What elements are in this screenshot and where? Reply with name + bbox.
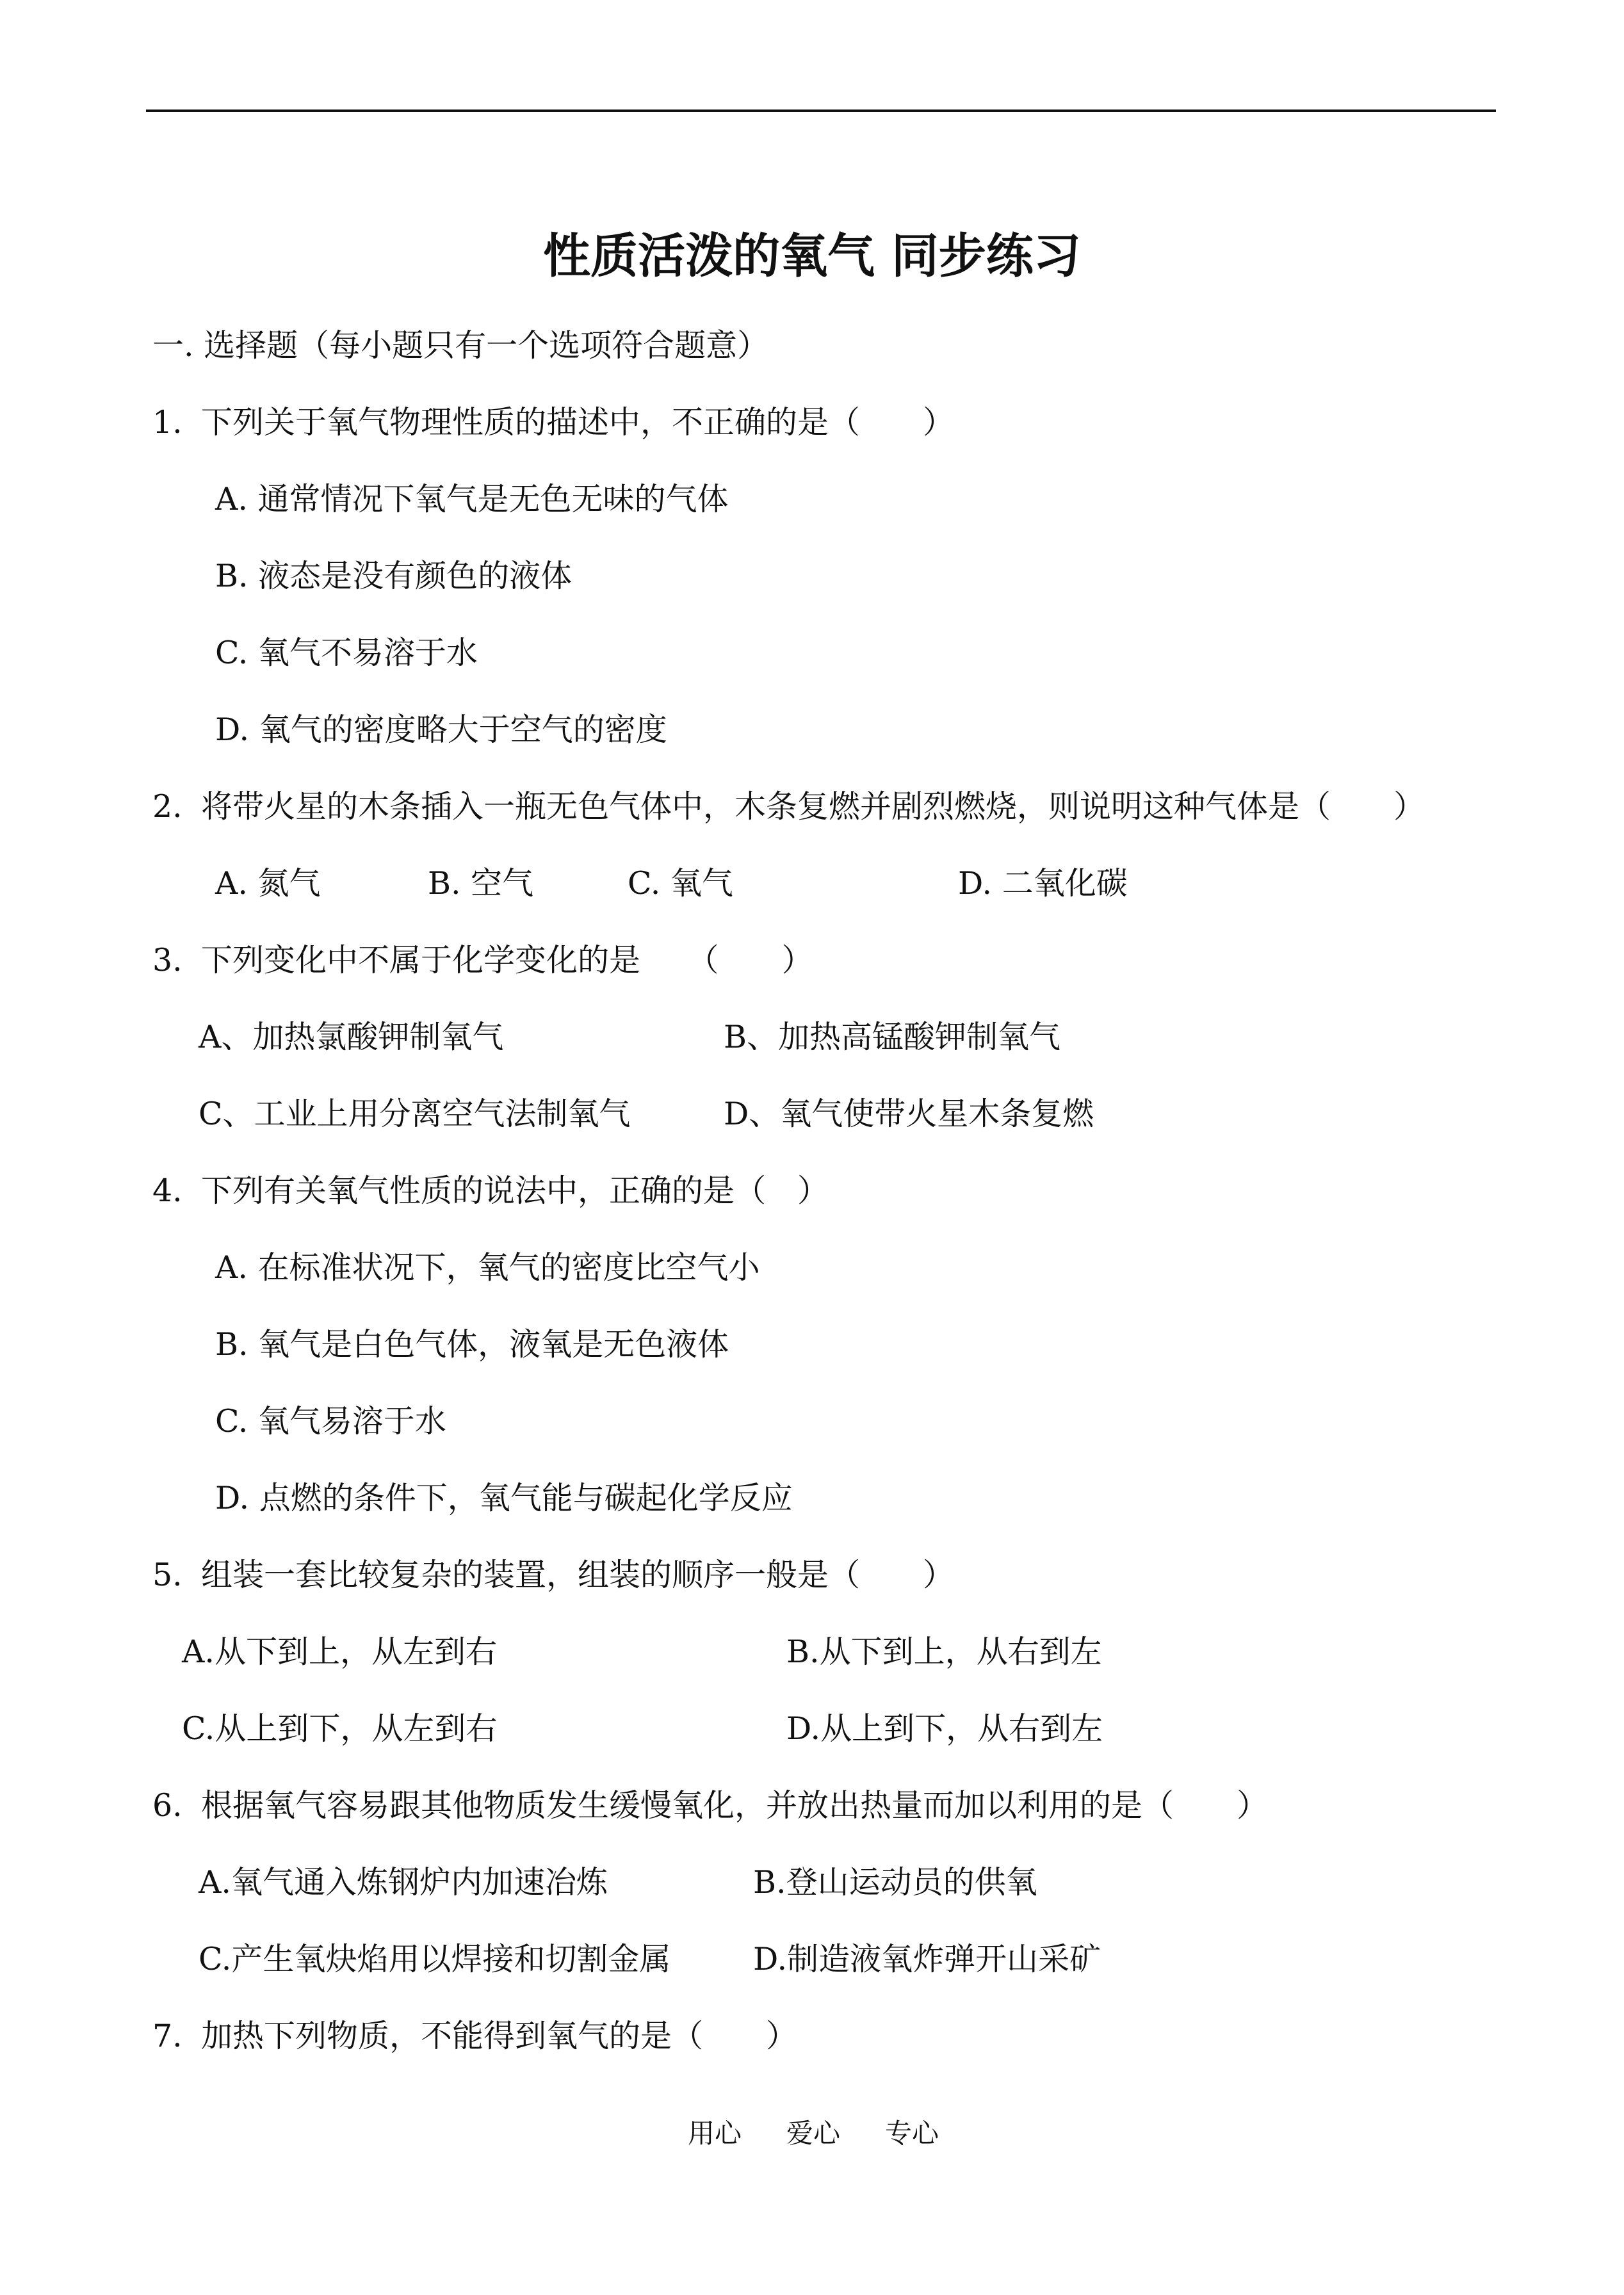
header-rule bbox=[146, 109, 1496, 112]
question-stem: 根据氧气容易跟其他物质发生缓慢氧化，并放出热量而加以利用的是（ ） bbox=[201, 1787, 1269, 1824]
question-number: 5. bbox=[152, 1557, 183, 1593]
footer-item-3: 专心 bbox=[885, 2118, 939, 2149]
question-3-option-d: D、氧气使带火星木条复燃 bbox=[724, 1096, 1094, 1132]
question-4-option-c: C. 氧气易溶于水 bbox=[215, 1403, 446, 1439]
question-4-option-d: D. 点燃的条件下，氧气能与碳起化学反应 bbox=[215, 1480, 793, 1516]
question-number: 4. bbox=[152, 1172, 183, 1209]
question-1-option-d: D. 氧气的密度略大于空气的密度 bbox=[215, 711, 667, 748]
page-title: 性质活泼的氧气 同步练习 bbox=[543, 229, 1081, 284]
question-2-option-a: A. 氮气 bbox=[215, 865, 321, 902]
question-5-option-c: C.从上到下，从左到右 bbox=[182, 1710, 498, 1747]
question-number: 6. bbox=[152, 1787, 183, 1824]
question-6-option-b: B.登山运动员的供氧 bbox=[753, 1864, 1037, 1901]
question-4-option-a: A. 在标准状况下，氧气的密度比空气小 bbox=[215, 1249, 760, 1286]
question-7 bbox=[152, 2004, 1049, 2068]
question-5-option-b: B.从下到上，从右到左 bbox=[786, 1634, 1102, 1670]
question-2-option-b: B. 空气 bbox=[428, 865, 534, 902]
section-heading: 一. 选择题（每小题只有一个选项符合题意） bbox=[152, 327, 769, 364]
question-4-option-b: B. 氧气是白色气体，液氧是无色液体 bbox=[215, 1326, 729, 1363]
question-2 bbox=[152, 775, 1600, 839]
question-6 bbox=[152, 1774, 1561, 1838]
question-5 bbox=[152, 1543, 1177, 1607]
question-stem: 将带火星的木条插入一瓶无色气体中，木条复燃并剧烈燃烧，则说明这种气体是（ ） bbox=[201, 788, 1425, 825]
question-6-option-c: C.产生氧炔焰用以焊接和切割金属 bbox=[199, 1941, 671, 1977]
footer-item-1: 用心 bbox=[688, 2118, 742, 2149]
question-2-option-d: D. 二氧化碳 bbox=[958, 865, 1128, 902]
question-number: 7. bbox=[152, 2018, 183, 2054]
question-stem: 下列关于氧气物理性质的描述中，不正确的是（ ） bbox=[201, 404, 955, 441]
question-stem: 组装一套比较复杂的装置，组装的顺序一般是（ ） bbox=[201, 1557, 955, 1593]
question-stem: 加热下列物质，不能得到氧气的是（ ） bbox=[201, 2018, 798, 2054]
question-1-option-b: B. 液态是没有颜色的液体 bbox=[215, 558, 572, 594]
question-5-option-d: D.从上到下，从右到左 bbox=[786, 1710, 1103, 1747]
question-6-option-d: D.制造液氧炸弹开山采矿 bbox=[753, 1941, 1101, 1977]
question-1-option-a: A. 通常情况下氧气是无色无味的气体 bbox=[215, 481, 729, 517]
question-5-option-a: A.从下到上，从左到右 bbox=[182, 1634, 497, 1670]
question-1 bbox=[152, 391, 1561, 455]
question-3-option-a: A、加热氯酸钾制氧气 bbox=[199, 1019, 504, 1055]
footer-item-2: 爱心 bbox=[786, 2118, 841, 2149]
question-3-option-c: C、工业上用分离空气法制氧气 bbox=[199, 1096, 631, 1132]
question-4 bbox=[152, 1159, 1049, 1223]
question-stem: 下列有关氧气性质的说法中，正确的是（ ） bbox=[201, 1172, 829, 1209]
question-number: 2. bbox=[152, 788, 183, 825]
question-stem: 下列变化中不属于化学变化的是 （ ） bbox=[201, 942, 813, 978]
question-number: 1. bbox=[152, 404, 183, 441]
question-3 bbox=[152, 929, 1049, 993]
question-6-option-a: A.氧气通入炼钢炉内加速冶炼 bbox=[199, 1864, 608, 1901]
question-3-option-b: B、加热高锰酸钾制氧气 bbox=[724, 1019, 1061, 1055]
question-1-option-c: C. 氧气不易溶于水 bbox=[215, 635, 478, 671]
question-2-option-c: C. 氧气 bbox=[628, 865, 733, 902]
question-number: 3. bbox=[152, 942, 183, 978]
